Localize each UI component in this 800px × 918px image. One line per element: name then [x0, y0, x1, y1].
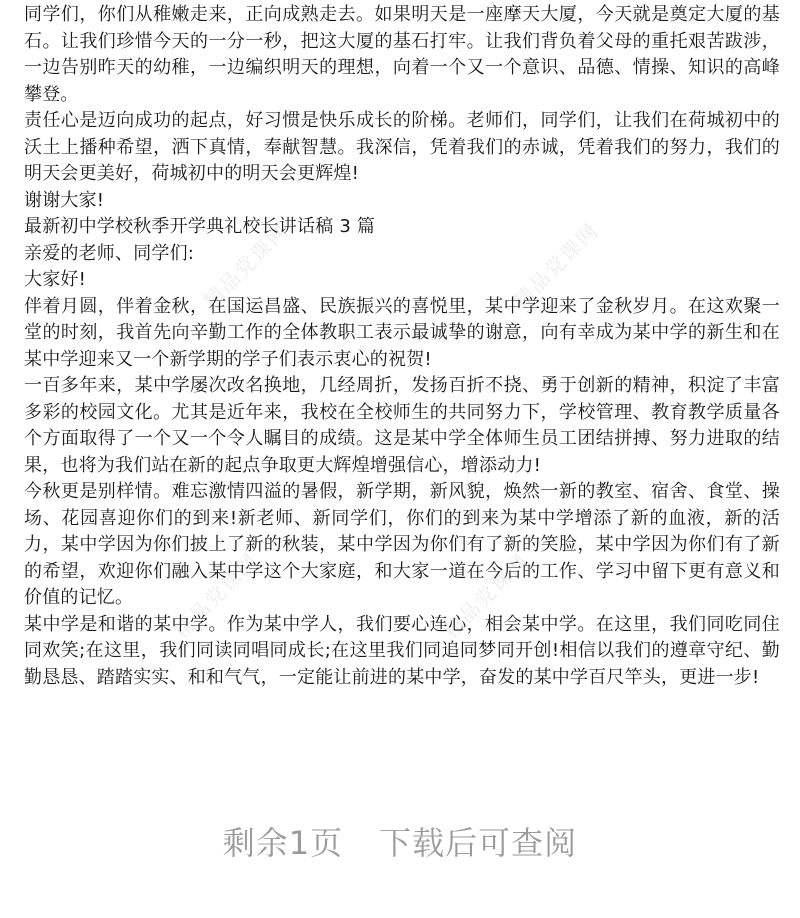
watermark: 精品党课网 [508, 218, 604, 313]
paragraph: 某中学是和谐的某中学。作为某中学人，我们要心连心，相会某中学。在这里，我们同吃同住同欢笑;在这里，我们同读同唱同成长;在这里我们同追同梦同开创!相信以我们的遵章守纪、勤勤恳恳、踏踏实实、和和气气，一定能让前进的某中学，奋发的某中学百尺竿头，更进一步! [24, 613, 780, 688]
closing-line: 谢谢大家! [24, 189, 105, 211]
download-prompt[interactable] [0, 818, 800, 864]
download-to-view-label: 下载后可查阅 [379, 824, 578, 862]
paragraph: 伴着月圆，伴着金秋，在国运昌盛、民族振兴的喜悦里，某中学迎来了金秋岁月。在这欢聚一堂的时刻，我首先向辛勤工作的全体教职工表示最诚挚的谢意，向有幸成为某中学的新生和在某中学迎来又一个新学期的学子们表示衷心的祝贺! [24, 295, 780, 370]
greeting: 大家好! [24, 269, 87, 290]
watermark: 精品党课网 [198, 218, 294, 313]
paragraph: 今秋更是别样情。难忘激情四溢的暑假，新学期，新风貌，焕然一新的教室、宿舍、食堂、操场、花园喜迎你们的到来!新老师、新同学们，你们的到来为某中学增添了新的血液，新的活力，某中学因为你们披上了新的秋装，某中学因为你们有了新的笑脸，某中学因为你们有了新的希望，欢迎你们融入某中学这个大家庭，和大家一道在今后的工作、学习中留下更有意义和价值的记忆。 [24, 481, 780, 608]
watermark: 精品党课网 [168, 548, 264, 643]
remaining-pages-label: 剩余1页 [222, 824, 344, 862]
section-title: 最新初中学校秋季开学典礼校长讲话稿 3 篇 [24, 216, 376, 237]
document-body [24, 2, 780, 691]
salutation: 亲爱的老师、同学们: [24, 242, 195, 264]
watermark: 精品党课网 [438, 548, 534, 643]
paragraph: 责任心是迈向成功的起点，好习惯是快乐成长的阶梯。老师们，同学们，让我们在荷城初中的沃土上播种希望，洒下真情，奉献智慧。我深信，凭着我们的赤诚，凭着我们的努力，我们的明天会更美好，荷城初中的明天会更辉煌! [24, 110, 780, 184]
paragraph: 一百多年来，某中学屡次改名换地，几经周折，发扬百折不挠、勇于创新的精神，积淀了丰富多彩的校园文化。尤其是近年来，我校在全校师生的共同努力下，学校管理、教育教学质量各个方面取得了一个又一个令人瞩目的成绩。这是某中学全体师生员工团结拼搏、努力进取的结果，也将为我们站在新的起点争取更大辉煌增强信心，增添动力! [24, 375, 780, 476]
paragraph: 同学们，你们从稚嫩走来，正向成熟走去。如果明天是一座摩天大厦，今天就是奠定大厦的基石。让我们珍惜今天的一分一秒，把这大厦的基石打牢。让我们背负着父母的重托艰苦跋涉，一边告别昨天的幼稚，一边编织明天的理想，向着一个又一个意识、品德、情操、知识的高峰攀登。 [24, 4, 780, 105]
